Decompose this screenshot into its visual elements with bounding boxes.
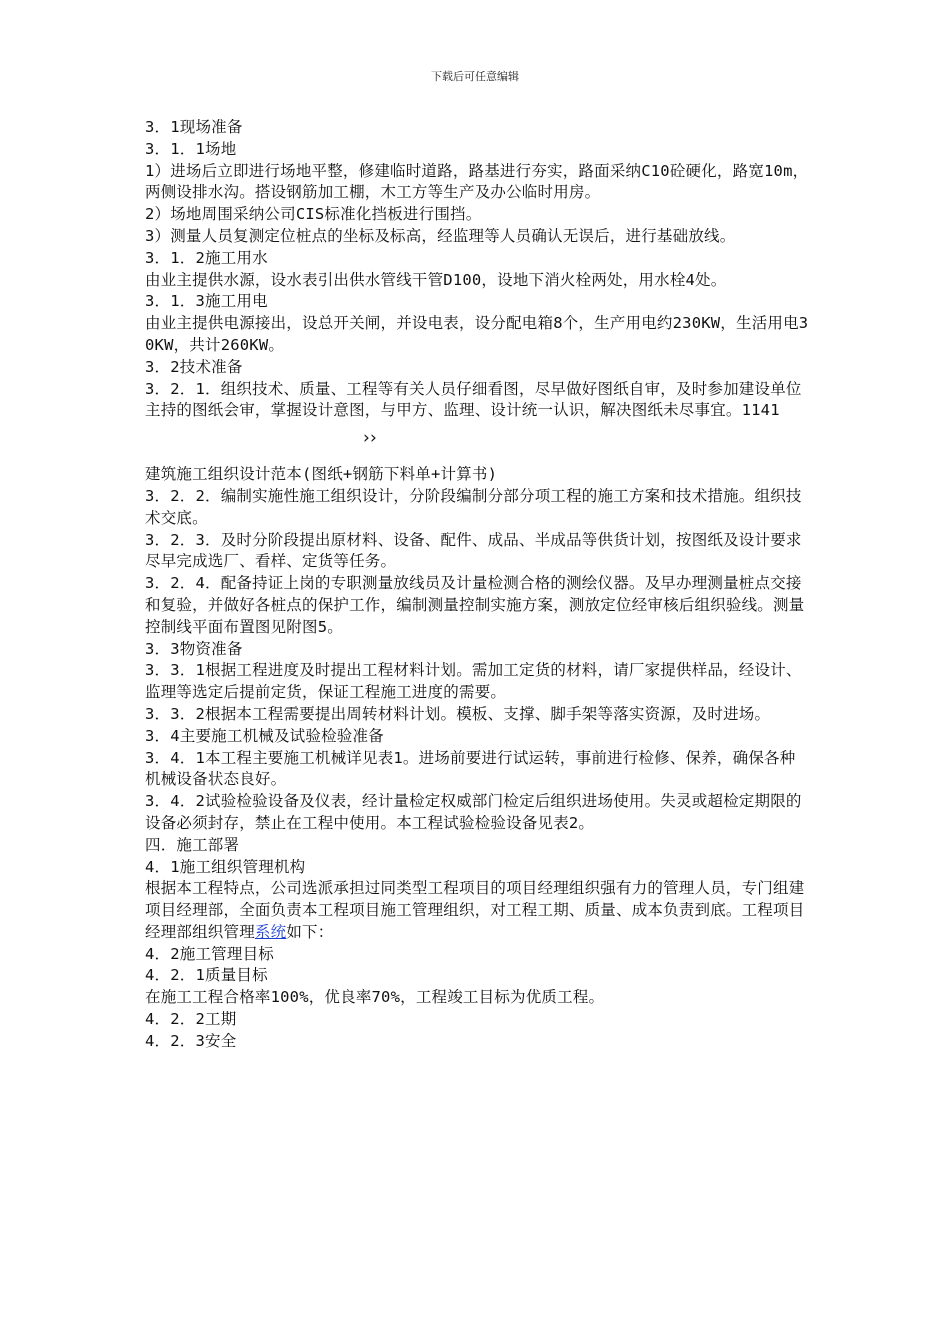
heading-3-1-2: 3．1．2施工用水 <box>145 248 268 267</box>
paragraph: 3．3．2根据本工程需要提出周转材料计划。模板、支撑、脚手架等落实资源，及时进场。 <box>145 704 771 723</box>
section-technical-prep <box>145 464 810 1053</box>
paragraph: 3．4．1本工程主要施工机械详见表1。进场前要进行试运转，事前进行检修、保养，确保各种机械设备状态良好。 <box>145 748 796 789</box>
heading-4-2-3: 4．2．3安全 <box>145 1031 237 1050</box>
paragraph: 1）进场后立即进行场地平整，修建临时道路，路基进行夯实，路面采纳C10砼硬化，路宽10m，两侧设排水沟。搭设钢筋加工棚，木工方等生产及办公临时用房。 <box>145 161 809 202</box>
paragraph: 3．4．2试验检验设备及仪表，经计量检定权威部门检定后组织进场使用。失灵或超检定期限的设备必须封存，禁止在工程中使用。本工程试验检验设备见表2。 <box>145 792 802 832</box>
page-header-note: 下载后可任意编辑 <box>431 70 519 83</box>
heading-4: 四．施工部署 <box>145 835 240 854</box>
heading-3-1: 3．1现场准备 <box>145 118 243 136</box>
paragraph: 3）测量人员复测定位桩点的坐标及标高，经监理等人员确认无误后，进行基础放线。 <box>145 226 736 245</box>
next-arrow-icon: ›› <box>363 428 377 449</box>
heading-4-2: 4．2施工管理目标 <box>145 944 274 963</box>
heading-4-2-2: 4．2．2工期 <box>145 1010 237 1029</box>
paragraph: 在施工工程合格率100%，优良率70%，工程竣工目标为优质工程。 <box>145 988 605 1007</box>
org-text-after: 如下： <box>286 922 334 941</box>
heading-4-2-1: 4．2．1质量目标 <box>145 966 268 985</box>
org-text-before: 根据本工程特点，公司选派承担过同类型工程项目的项目经理组织强有力的管理人员，专门组建项目经理部，全面负责本工程项目施工管理组织，对工程工期、质量、成本负责到底。工程项目经理部组织管理 <box>145 879 805 941</box>
paragraph: 2）场地周围采纳公司CIS标准化挡板进行围挡。 <box>145 205 482 224</box>
paragraph: 3．2．2．编制实施性施工组织设计，分阶段编制分部分项工程的施工方案和技术措施。组织技术交底。 <box>145 486 802 527</box>
heading-4-1: 4．1施工组织管理机构 <box>145 857 306 876</box>
paragraph: 由业主提供水源，设水表引出供水管线干管D100，设地下消火栓两处，用水栓4处。 <box>145 270 727 289</box>
system-link[interactable]: 系统 <box>254 922 287 941</box>
paragraph: 3．2．3．及时分阶段提出原材料、设备、配件、成品、半成品等供货计划，按图纸及设计要求尽早完成选厂、看样、定货等任务。 <box>145 530 802 571</box>
paragraph-org <box>145 878 810 943</box>
paragraph: 由业主提供电源接出，设总开关闸，并设电表，设分配电箱8个，生产用电约230KW，生活用电30KW，共计260KW。 <box>145 314 809 354</box>
heading-3-2: 3．2技术准备 <box>145 357 243 376</box>
paragraph: 3．3．1根据工程进度及时提出工程材料计划。需加工定货的材料，请厂家提供样品，经设计、监理等选定后提前定货，保证工程施工进度的需要。 <box>145 661 802 702</box>
paragraph: 3．2．1．组织技术、质量、工程等有关人员仔细看图，尽早做好图纸自审，及时参加建设单位主持的图纸会审，掌握设计意图，与甲方、监理、设计统一认识，解决图纸未尽事宜。1141 <box>145 379 802 420</box>
section-site-prep <box>145 117 810 422</box>
doc-title-line: 建筑施工组织设计范本(图纸+钢筋下料单+计算书) <box>145 465 498 484</box>
heading-3-1-3: 3．1．3施工用电 <box>145 292 268 311</box>
heading-3-1-1: 3．1．1场地 <box>145 139 237 158</box>
heading-3-4: 3．4主要施工机械及试验检验准备 <box>145 726 384 745</box>
document-body <box>145 117 810 1053</box>
heading-3-3: 3．3物资准备 <box>145 639 243 658</box>
paragraph: 3．2．4．配备持证上岗的专职测量放线员及计量检测合格的测绘仪器。及早办理测量桩点交接和复验，并做好各桩点的保护工作，编制测量控制实施方案，测放定位经审核后组织验线。测量控制线平面布置图见附图5。 <box>145 574 805 636</box>
